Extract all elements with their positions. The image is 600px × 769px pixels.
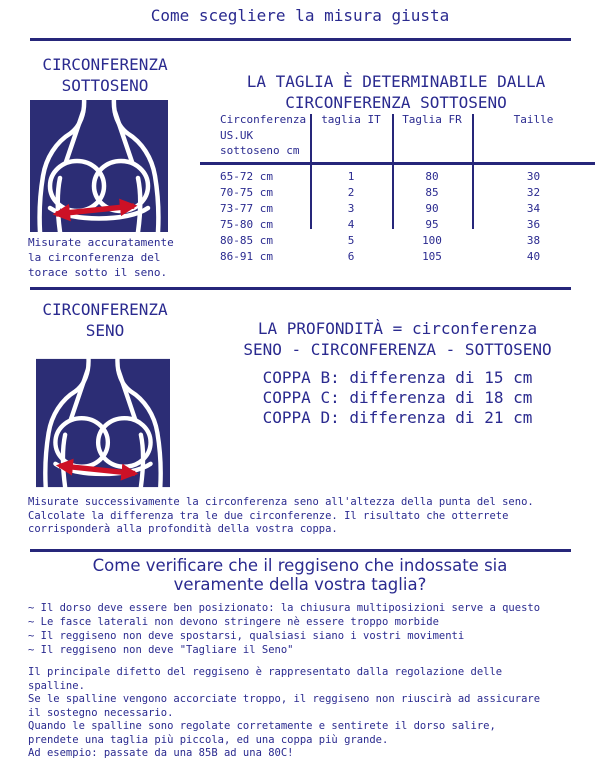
- underbust-heading: [20, 54, 190, 96]
- paragraph-line: Ad esempio: passate da una 85B ad una 80C!: [28, 747, 294, 759]
- table-row: 70-75 cm 2 85 32: [220, 186, 541, 199]
- table-row: 73-77 cm 3 90 34: [220, 202, 541, 215]
- cup-size-list: [200, 368, 595, 428]
- checklist-item: ~ Il dorso deve essere ben posizionato: la chiusura multiposizioni serve a questo: [28, 602, 541, 614]
- verify-heading: [0, 556, 600, 594]
- cup-c-row: COPPA C: differenza di 18 cm: [262, 388, 533, 407]
- table-header-rule: [200, 162, 595, 165]
- header-taglia-it: taglia IT: [321, 113, 381, 126]
- header-circonferenza: Circonferenza US.UK sottoseno cm: [220, 113, 307, 157]
- underbust-heading-line1: CIRCONFERENZA: [42, 55, 168, 74]
- header-taglia-fr: Taglia FR: [402, 113, 462, 126]
- sizing-table-title: [200, 71, 592, 113]
- paragraph-line: Quando le spalline sono regolate corretamente e sentirete il dorso salire,: [28, 720, 496, 732]
- verify-heading-line2: veramente della vostra taglia?: [173, 575, 427, 594]
- cup-d-row: COPPA D: differenza di 21 cm: [262, 408, 533, 427]
- table-column-divider: [472, 114, 474, 229]
- sizing-table-title-line1: LA TAGLIA È DETERMINABILE DALLA: [246, 72, 546, 91]
- paragraph-line: prendete una taglia più piccola, ed una coppa più grande.: [28, 733, 389, 746]
- underbust-measure-illustration-icon: [30, 100, 168, 232]
- table-row: 65-72 cm 1 80 30: [220, 170, 541, 183]
- caption-line: Misurate accuratamente: [28, 236, 174, 249]
- note-line: corrisponderà alla profondità della vostra coppa.: [28, 523, 338, 535]
- note-line: Calcolate la differenza tra le due circonferenze. Il risultato che otterrete: [28, 509, 509, 522]
- caption-line: la circonferenza del: [28, 251, 161, 264]
- table-row: 86-91 cm 6 105 40: [220, 250, 541, 263]
- paragraph-line: Se le spalline vengono accorciate troppo, il reggiseno non riuscirà ad assicurare: [28, 693, 541, 705]
- bust-measure-note: [28, 496, 534, 537]
- table-column-divider: [392, 114, 394, 229]
- sizing-table-title-line2: CIRCONFERENZA SOTTOSENO: [285, 93, 507, 112]
- table-column-divider: [310, 114, 312, 229]
- table-row: 80-85 cm 5 100 38: [220, 234, 541, 247]
- underbust-heading-line2: SOTTOSENO: [61, 76, 149, 95]
- header-taille: Taille: [513, 113, 554, 126]
- cup-formula-line2: SENO - CIRCONFERENZA - SOTTOSENO: [243, 340, 552, 359]
- page-title: Come scegliere la misura giusta: [150, 6, 450, 25]
- bust-heading: [20, 299, 190, 341]
- sizing-table: [200, 112, 595, 265]
- straps-advice-paragraph: [28, 666, 540, 761]
- divider-bottom: [30, 549, 571, 552]
- sizing-table-header: [200, 112, 595, 162]
- divider-middle: [30, 287, 571, 290]
- fit-checklist: [28, 601, 540, 657]
- verify-heading-line1: Come verificare che il reggiseno che indossate sia: [92, 556, 508, 575]
- paragraph-line: Il principale difetto del reggiseno è rappresentato dalla regolazione delle: [28, 666, 503, 678]
- note-line: Misurate successivamente la circonferenza seno all'altezza della punta del seno.: [28, 496, 534, 508]
- paragraph-line: il sostegno necessario.: [28, 706, 174, 719]
- bust-heading-line2: SENO: [85, 321, 125, 340]
- table-row: 75-80 cm 4 95 36: [220, 218, 541, 231]
- cup-formula: [200, 318, 595, 360]
- underbust-caption: [28, 235, 174, 280]
- paragraph-line: spalline.: [28, 679, 85, 692]
- bust-heading-line1: CIRCONFERENZA: [42, 300, 168, 319]
- checklist-item: ~ Le fasce laterali non devono stringere nè essere troppo morbide: [28, 616, 439, 628]
- cup-formula-line1: LA PROFONDITÀ = circonferenza: [257, 319, 538, 338]
- divider-top: [30, 38, 571, 41]
- cup-b-row: COPPA B: differenza di 15 cm: [262, 368, 533, 387]
- checklist-item: ~ Il reggiseno non deve spostarsi, qualsiasi siano i vostri movimenti: [28, 630, 465, 642]
- checklist-item: ~ Il reggiseno non deve "Tagliare il Seno": [28, 644, 294, 656]
- bust-measure-illustration-icon: [36, 357, 170, 489]
- caption-line: torace sotto il seno.: [28, 266, 168, 279]
- sizing-table-body: [200, 169, 595, 265]
